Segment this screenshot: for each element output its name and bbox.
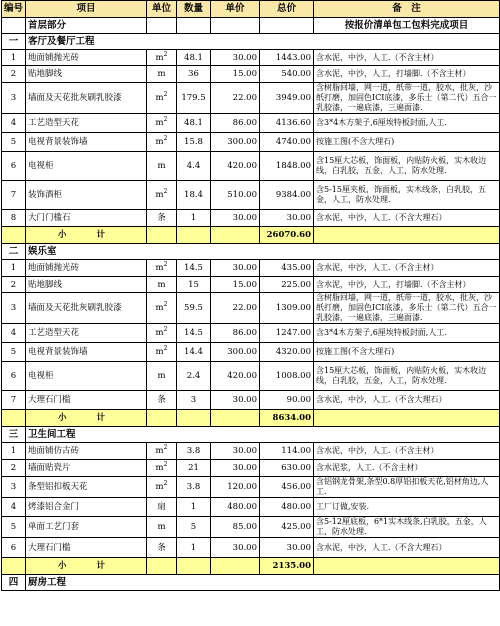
row-note: 含水泥，中沙，人工.（不含大理石） [314,210,500,227]
header-price: 单价 [211,1,260,18]
subtotal-empty-price [211,227,260,244]
row-price: 420.00 [211,362,260,391]
row-number: 6 [2,152,26,181]
row-qty: 48.1 [177,114,211,133]
row-price: 15.00 [211,277,260,293]
row-price: 85.00 [211,517,260,538]
unit-superscript: 2 [163,116,168,124]
row-qty: 1 [177,498,211,517]
row-number: 5 [2,133,26,152]
row-unit [147,538,177,558]
unit-superscript: 2 [163,188,168,196]
table-row [2,181,500,210]
row-number: 2 [2,277,26,293]
floor-label: 首层部分 [26,18,147,34]
table-row [2,50,500,66]
row-total: 30.00 [260,538,314,558]
table-row [2,114,500,133]
row-item: 工艺造型天花 [26,114,147,133]
section-row [2,575,500,591]
table-row [2,517,500,538]
row-number: 3 [2,477,26,498]
section-title: 娱乐室 [26,244,500,260]
row-unit [147,260,177,277]
row-number: 7 [2,391,26,410]
row-price: 86.00 [211,114,260,133]
row-unit [147,362,177,391]
row-price: 22.00 [211,293,260,324]
row-unit [147,517,177,538]
unit-superscript: 2 [163,91,168,99]
row-unit [147,498,177,517]
row-number: 1 [2,443,26,460]
row-qty: 14.4 [177,343,211,362]
section-title: 卫生间工程 [26,427,500,443]
row-note: 含水泥浆，人工.（不含主材） [314,460,500,477]
row-unit [147,50,177,66]
row-number: 4 [2,114,26,133]
row-note: 含水泥，中沙，人工.（不含大理石） [314,391,500,410]
row-total: 1309.00 [260,293,314,324]
row-price: 120.00 [211,477,260,498]
row-number: 3 [2,83,26,114]
row-price: 30.00 [211,260,260,277]
row-price: 86.00 [211,324,260,343]
row-item: 条型铝扣板天花 [26,477,147,498]
subtotal-empty-price [211,410,260,427]
row-unit [147,133,177,152]
row-total: 225.00 [260,277,314,293]
row-item: 墙面及天花批灰刷乳胶漆 [26,83,147,114]
floor-note: 按报价清单包工包料完成项目 [314,18,500,34]
row-total: 30.00 [260,210,314,227]
row-price: 15.00 [211,66,260,83]
table-row [2,362,500,391]
row-qty: 48.1 [177,50,211,66]
row-price: 30.00 [211,391,260,410]
subtotal-empty-note [314,410,500,427]
header-no: 编号 [2,1,26,18]
header-note: 备 注 [314,1,500,18]
row-item: 大门门槛石 [26,210,147,227]
table-row [2,260,500,277]
table-row [2,293,500,324]
table-row [2,324,500,343]
unit-text: m [157,161,166,171]
row-unit [147,460,177,477]
subtotal-empty-unit [147,410,177,427]
row-note: 含水泥，中沙，人工.（不含主材） [314,50,500,66]
row-qty: 3.8 [177,477,211,498]
subtotal-label-calc: 计 [96,561,106,571]
unit-superscript: 2 [163,135,168,143]
unit-superscript: 2 [163,50,168,58]
row-qty: 5 [177,517,211,538]
table-row [2,498,500,517]
row-note: 工厂订做,安装. [314,498,500,517]
subtotal-empty-qty [177,410,211,427]
subtotal-empty-qty [177,227,211,244]
row-total: 630.00 [260,460,314,477]
row-qty: 4.4 [177,152,211,181]
subtotal-label-small: 小 [58,561,67,571]
row-total: 1848.00 [260,152,314,181]
row-unit [147,277,177,293]
row-price: 420.00 [211,152,260,181]
row-number: 2 [2,460,26,477]
unit-text: m [155,446,164,456]
row-item: 大理石门槛 [26,391,147,410]
row-unit [147,152,177,181]
row-unit [147,181,177,210]
floor-row [2,18,500,34]
table-row [2,277,500,293]
row-price: 510.00 [211,181,260,210]
row-qty: 15.8 [177,133,211,152]
row-total: 9384.00 [260,181,314,210]
unit-superscript: 2 [163,261,168,269]
table-row [2,210,500,227]
row-number: 8 [2,210,26,227]
row-price: 30.00 [211,538,260,558]
row-price: 22.00 [211,83,260,114]
row-total: 540.00 [260,66,314,83]
header-unit: 单位 [147,1,177,18]
subtotal-blank [2,558,26,575]
row-note: 含15厘大芯板，饰面板，内贴防火板，实木收边线，白乳胶，五金，人工，防水处理. [314,152,500,181]
row-number: 1 [2,260,26,277]
row-total: 435.00 [260,260,314,277]
row-note: 含树脂回墙，网一道，纸带一道，胶水，批灰，沙纸打磨，加固色ICI底漆，多乐士（第二代）五合一乳胶漆，一遍底漆，三遍面漆. [314,83,500,114]
table-row [2,152,500,181]
subtotal-row [2,410,500,427]
unit-text: m [155,328,164,338]
subtotal-label [26,227,147,244]
unit-text: m [155,347,164,357]
unit-text: m [155,303,164,313]
subtotal-label-calc: 计 [96,230,106,240]
row-qty: 179.5 [177,83,211,114]
row-total: 480.00 [260,498,314,517]
subtotal-value: 2135.00 [260,558,314,575]
row-qty: 3 [177,391,211,410]
row-item: 贴地脚线 [26,66,147,83]
row-note: 含水泥，中沙，人工.（不含主材） [314,443,500,460]
row-total: 4740.00 [260,133,314,152]
row-item: 单面工艺门套 [26,517,147,538]
row-item: 墙面贴瓷片 [26,460,147,477]
row-number: 7 [2,181,26,210]
row-qty: 36 [177,66,211,83]
row-item: 地面铺抛光砖 [26,50,147,66]
row-item: 电视背景装饰墙 [26,133,147,152]
row-note: 含水泥，中沙，人工.（不含主材） [314,260,500,277]
unit-text: m [155,93,164,103]
subtotal-label-small: 小 [58,413,67,423]
unit-text: m [155,482,164,492]
unit-superscript: 2 [163,444,168,452]
unit-text: m [155,52,164,63]
row-item: 电视背景装饰墙 [26,343,147,362]
row-qty: 14.5 [177,260,211,277]
row-qty: 18.4 [177,181,211,210]
row-note: 含5-12厘底板，6*1实木线条,白乳胶，五金，人工，防水处理. [314,517,500,538]
unit-text: m [157,522,166,532]
row-note: 含5-15厘夹板，饰面板，实木线条，白乳胶，五金，人工，防水处理. [314,181,500,210]
subtotal-empty-note [314,227,500,244]
subtotal-label-calc: 计 [96,413,106,423]
header-item: 项目 [26,1,147,18]
row-note: 含水泥，中沙，人工，打墙脚.（不含主材） [314,66,500,83]
row-number: 1 [2,50,26,66]
row-unit [147,83,177,114]
header-qty: 数量 [177,1,211,18]
subtotal-empty-unit [147,227,177,244]
row-total: 4136.60 [260,114,314,133]
row-qty: 1 [177,538,211,558]
row-item: 电视柜 [26,152,147,181]
row-number: 2 [2,66,26,83]
row-total: 114.00 [260,443,314,460]
row-unit [147,66,177,83]
subtotal-label [26,558,147,575]
table-row [2,460,500,477]
row-note: 含3*4木方架子,6厘埃特板封面,人工. [314,114,500,133]
row-number: 4 [2,498,26,517]
subtotal-blank [2,410,26,427]
unit-text: m [155,137,164,147]
row-unit [147,477,177,498]
row-qty: 15 [177,277,211,293]
unit-superscript: 2 [163,301,168,309]
subtotal-blank [2,227,26,244]
unit-text: 条 [157,395,166,405]
row-item: 地面铺抛光砖 [26,260,147,277]
section-title: 客厅及餐厅工程 [26,34,500,50]
unit-text: m [157,371,166,381]
row-note: 含树脂回墙，网一道，纸带一道，胶水，批灰，沙纸打磨，加固色ICI底漆，多乐士（第二代）五合一乳胶漆，一遍底漆，三遍面漆. [314,293,500,324]
unit-text: 扇 [157,502,166,512]
section-number: 四 [2,575,26,591]
table-row [2,83,500,114]
row-qty: 14.5 [177,324,211,343]
header-row [2,1,500,18]
section-number: 二 [2,244,26,260]
row-total: 90.00 [260,391,314,410]
row-price: 30.00 [211,460,260,477]
row-unit [147,343,177,362]
row-note: 含水泥，中沙，人工，打墙脚.（不含主材） [314,277,500,293]
row-price: 30.00 [211,443,260,460]
row-total: 3949.00 [260,83,314,114]
section-row [2,34,500,50]
unit-text: 条 [157,213,166,223]
row-qty: 2.4 [177,362,211,391]
section-number: 三 [2,427,26,443]
unit-superscript: 2 [163,461,168,469]
row-number: 4 [2,324,26,343]
unit-text: m [157,69,166,79]
row-item: 电视柜 [26,362,147,391]
row-unit [147,114,177,133]
row-item: 装饰酒柜 [26,181,147,210]
subtotal-empty-unit [147,558,177,575]
row-total: 1443.00 [260,50,314,66]
unit-text: m [155,190,164,200]
row-qty: 59.5 [177,293,211,324]
subtotal-value: 26070.60 [260,227,314,244]
row-total: 1008.00 [260,362,314,391]
table-row [2,133,500,152]
row-unit [147,210,177,227]
row-price: 30.00 [211,50,260,66]
table-row [2,443,500,460]
row-price: 300.00 [211,343,260,362]
unit-text: m [155,263,164,273]
section-number: 一 [2,34,26,50]
row-number: 5 [2,343,26,362]
row-note: 按施工图(不含大理石) [314,343,500,362]
row-unit [147,391,177,410]
table-row [2,343,500,362]
table-row [2,66,500,83]
row-note: 含15厘大芯板，饰面板，内贴防火板，实木收边线，白乳胶，五金，人工，防水处理. [314,362,500,391]
row-item: 地面铺仿古砖 [26,443,147,460]
row-unit [147,324,177,343]
unit-superscript: 2 [163,326,168,334]
row-unit [147,443,177,460]
quote-sheet [1,0,499,626]
subtotal-row [2,227,500,244]
row-price: 30.00 [211,210,260,227]
table-row [2,538,500,558]
row-item: 工艺造型天花 [26,324,147,343]
row-item: 墙面及天花批灰刷乳胶漆 [26,293,147,324]
row-price: 480.00 [211,498,260,517]
subtotal-empty-qty [177,558,211,575]
row-total: 456.00 [260,477,314,498]
unit-text: m [155,118,164,128]
row-qty: 3.8 [177,443,211,460]
row-note: 含铝钢龙骨架,条型0.8厚铝扣板天花,铝材角边,人工. [314,477,500,498]
row-number: 6 [2,362,26,391]
subtotal-empty-price [211,558,260,575]
row-number: 5 [2,517,26,538]
header-total: 总价 [260,1,314,18]
row-number: 6 [2,538,26,558]
row-total: 425.00 [260,517,314,538]
row-unit [147,293,177,324]
subtotal-label [26,410,147,427]
quote-table-body [2,1,500,591]
unit-text: m [157,279,166,290]
table-row [2,391,500,410]
subtotal-empty-note [314,558,500,575]
section-row [2,244,500,260]
unit-superscript: 2 [163,480,168,488]
row-total: 4320.00 [260,343,314,362]
subtotal-row [2,558,500,575]
unit-superscript: 2 [163,345,168,353]
row-qty: 1 [177,210,211,227]
subtotal-label-small: 小 [58,230,67,240]
row-item: 大理石门槛 [26,538,147,558]
row-number: 3 [2,293,26,324]
row-qty: 21 [177,460,211,477]
section-row [2,427,500,443]
row-note: 按施工图(不含大理石) [314,133,500,152]
row-item: 烤漆铝合金门 [26,498,147,517]
quote-table [1,0,500,591]
row-price: 300.00 [211,133,260,152]
unit-text: m [155,463,164,473]
table-row [2,477,500,498]
row-note: 含水泥，中沙，人工.（不含大理石） [314,538,500,558]
subtotal-value: 8634.00 [260,410,314,427]
row-note: 含3*4木方架子,6厘埃特板封面,人工. [314,324,500,343]
section-title: 厨房工程 [26,575,500,591]
unit-text: 条 [157,542,166,553]
row-item: 贴地脚线 [26,277,147,293]
row-total: 1247.00 [260,324,314,343]
